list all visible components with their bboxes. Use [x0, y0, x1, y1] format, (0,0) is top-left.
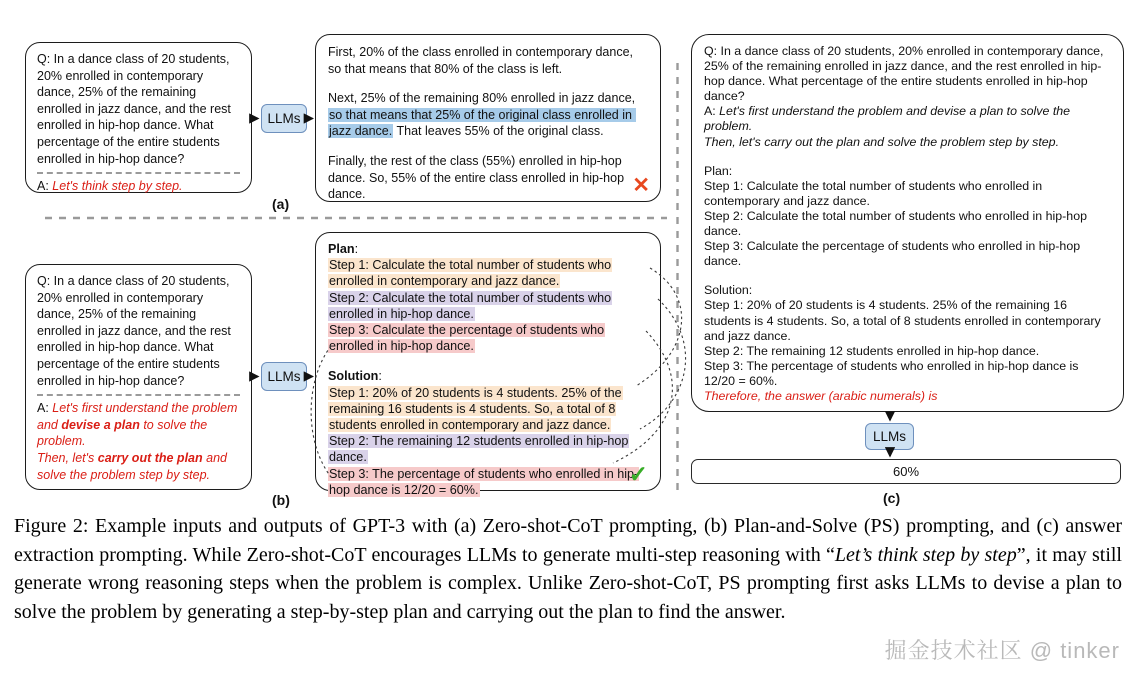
ps-trigger2-pre: Then, let's — [37, 450, 98, 465]
panel-a-output-box — [315, 34, 661, 202]
solution-step-2: Step 2: The remaining 12 students enrolled in hip-hop dance. — [329, 434, 629, 465]
paragraph-2-pre: Next, 25% of the remaining 80% enrolled in jazz dance, — [328, 91, 639, 106]
jazz-dance-highlight: so that means that 25% of the original class enrolled in jazz dance. — [329, 107, 636, 139]
plan-title-line — [328, 241, 648, 257]
panel-a-input-box — [25, 42, 252, 193]
prompt-separator — [37, 172, 240, 174]
plan-title: Plan — [328, 242, 355, 256]
llms-label: LLMs — [267, 111, 301, 126]
plan-step-1: Step 1: Calculate the total number of students who enrolled in contemporary and jazz dance. — [329, 258, 612, 289]
spacer — [704, 150, 1111, 164]
solution-title: Solution — [328, 369, 379, 384]
solution-step-1: Step 1: 20% of 20 students is 4 students. 25% of the remaining 16 students is 4 students. So, a total of 8 students enrolled in contemporary and jazz dance. — [329, 385, 622, 433]
correct-answer-check-icon: ✓ — [628, 461, 648, 487]
answer-extraction-trigger: Therefore, the answer (arabic numerals) is — [704, 388, 938, 403]
ps-trigger2-post: and solve the problem step by step. — [37, 450, 231, 482]
panel-b-llms-box — [261, 362, 307, 391]
answer-prefix: A: — [37, 179, 53, 194]
caption-part2: ”, it may still generate wrong reasoning steps when the problem is complex. Unlike Zero-shot-CoT, PS prompting first asks LLMs to devise a plan to solve the problem by generating a step-by-step plan and carrying out the plan to find the answer. — [14, 543, 1122, 623]
panel-c-prompt-box — [691, 34, 1124, 412]
panel-a-answer-line — [37, 178, 240, 195]
panel-c-label: (c) — [883, 490, 901, 506]
panel-a-label: (a) — [272, 196, 290, 212]
watermark: 掘金技术社区 @ tinker — [884, 638, 1120, 663]
plan-step-2: Step 2: Calculate the total number of students who enrolled in hip-hop dance. — [329, 290, 612, 321]
caption-part1: Figure 2: Example inputs and outputs of GPT-3 with (a) Zero-shot-CoT prompting, (b) Plan-and-Solve (PS) prompting, and (c) answer extraction prompting. While Zero-shot-CoT encourages LLMs to generate multi-step reasoning with “ — [14, 515, 1122, 566]
plan-step-3: Step 3: Calculate the percentage of students who enrolled in hip-hop dance. — [329, 323, 605, 354]
figure-caption — [14, 512, 1122, 626]
ps-trigger-pre: Let's first understand the problem and — [37, 401, 241, 432]
answer-prefix: A: — [37, 401, 53, 416]
output-paragraph-1: First, 20% of the class enrolled in contemporary dance, so that means that 80% of the class is left. — [328, 45, 634, 76]
panel-b-answer-line1 — [37, 400, 240, 450]
panel-c-question: Q: In a dance class of 20 students, 20% enrolled in contemporary dance, 25% of the remaining enrolled in jazz dance, and the rest enrolled in hip-hop dance. What percentage of the entire students enrolled in hip-hop dance? — [704, 44, 1107, 104]
panel-b-input-box — [25, 264, 252, 490]
final-answer-box — [691, 459, 1121, 484]
solution-step-2: Step 2: The remaining 12 students enrolled in hip-hop dance. — [704, 343, 1040, 358]
panel-a-question: Q: In a dance class of 20 students, 20% enrolled in contemporary dance, 25% of the remaining enrolled in jazz dance, and the rest enrolled in hip-hop dance. What percentage of the entire students enrolled in hip-hop dance? — [37, 52, 235, 166]
ps-instruction-1: Let's first understand the problem and devise a plan to solve the problem. — [704, 104, 1074, 134]
ps-trigger-devise-plan: devise a plan — [61, 417, 140, 432]
plan-step-3: Step 3: Calculate the percentage of students who enrolled in hip-hop dance. — [704, 239, 1081, 269]
solution-title-line — [328, 368, 648, 384]
spacer — [328, 354, 648, 368]
prompt-separator — [37, 394, 240, 396]
plan-step-1: Step 1: Calculate the total number of students who enrolled in contemporary and jazz dance. — [704, 178, 1043, 208]
spacer — [704, 269, 1111, 283]
caption-italic-quote: Let’s think step by step — [834, 543, 1017, 566]
panel-a-llms-box — [261, 104, 307, 133]
wrong-answer-x-icon: ✕ — [632, 174, 650, 197]
solution-step-3: Step 3: The percentage of students who enrolled in hip-hop dance is 12/20 = 60%. — [704, 358, 1079, 388]
panel-c-llms-box — [865, 423, 914, 450]
plan-colon: : — [354, 242, 359, 256]
plan-step-2: Step 2: Calculate the total number of students who enrolled in hip-hop dance. — [704, 208, 1087, 239]
panel-c-answer-line1 — [704, 104, 1111, 134]
solution-label: Solution: — [704, 283, 753, 298]
solution-step-3: Step 3: The percentage of students who enrolled in hip-hop dance is 12/20 = 60%. — [329, 466, 639, 497]
panel-b-output-box — [315, 232, 661, 497]
cot-trigger-text: Let's think step by step. — [52, 179, 183, 194]
output-paragraph-2 — [328, 90, 648, 140]
panel-b-question: Q: In a dance class of 20 students, 20% enrolled in contemporary dance, 25% of the remaining enrolled in jazz dance, and the rest enrolled in hip-hop dance. What percentage of the entire students enrolled in hip-hop dance? — [37, 274, 235, 388]
final-answer-value: 60% — [892, 464, 920, 479]
llms-label: LLMs — [872, 429, 906, 444]
solution-step-1: Step 1: 20% of 20 students is 4 students. 25% of the remaining 16 students is 4 students. So, a total of 8 students enrolled in contemporary and jazz dance. — [704, 298, 1101, 343]
ps-instruction-2: Then, let's carry out the plan and solve the problem step by step. — [704, 134, 1060, 149]
llms-label: LLMs — [267, 369, 301, 384]
output-paragraph-3: Finally, the rest of the class (55%) enrolled in hip-hop dance. So, 55% of the entire class enrolled in hip-hop dance. — [328, 153, 625, 202]
solution-colon: : — [378, 369, 382, 384]
plan-label: Plan: — [704, 163, 733, 178]
panel-b-label: (b) — [272, 492, 290, 508]
ps-trigger-carry-out-plan: carry out the plan — [97, 450, 203, 465]
panel-b-answer-line2 — [37, 450, 240, 483]
ps-trigger-post: to solve the problem. — [37, 417, 211, 449]
paragraph-2-post: That leaves 55% of the original class. — [393, 124, 604, 139]
answer-prefix: A: — [704, 104, 720, 119]
